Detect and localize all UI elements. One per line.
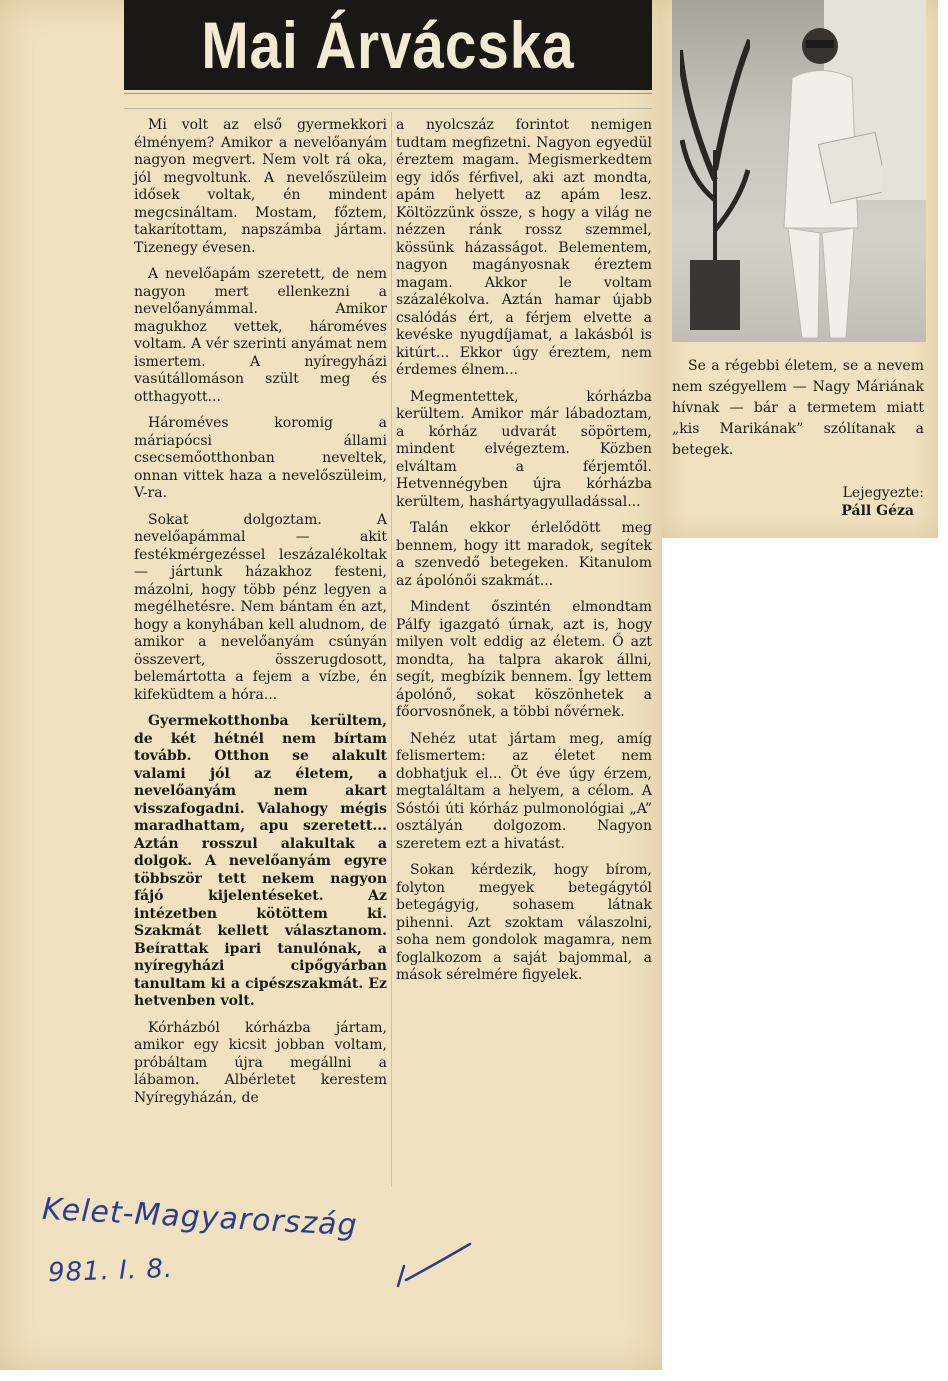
credit-label: Lejegyezte: (842, 485, 924, 501)
headline: Mai Árvácska (201, 8, 575, 82)
author-name: Páll Géza (841, 503, 914, 519)
paragraph: Megmentettek, kórházba kerültem. Amikor már lábadoztam, a kórház udvarát söpörtem, mindent elvégeztem. Közben elváltam a férjemtől. Hetvennégyben újra kórházba kerültem, hashártyagyulladással... (396, 388, 652, 510)
paragraph: Talán ekkor érlelődött meg bennem, hogy itt maradok, segítek a szenvedő betegeken. Kitanulom az ápolónői szakmát... (396, 520, 652, 589)
headline-rule (124, 93, 652, 109)
caption-text: Se a régebbi életem, se a nevem nem szégyellem — Nagy Máriának hívnak — bár a termetem miatt „kis Marikának” szólítanak a betegek. (672, 358, 924, 458)
paragraph: Gyermekotthonba kerültem, de két hétnél nem bírtam tovább. Otthon se alakult valami jól az életem, a nevelőanyám nem akart visszafogadni. Valahogy mégis maradhattam, apu szeretett... Aztán rosszul alakultak a dolgok. A nevelőanyám egyre többször tett nekem nagyon fájó kijelentéseket. Az intézetben kötöttem ki. Szakmát kellett választanom. Beírattak ipari tanulónak, a nyíregyházi cipőgyárban tanultam ki a cipészszakmát. Ez hetvenben volt. (134, 713, 387, 1009)
handwritten-source: Kelet-Magyarország (41, 1191, 359, 1244)
signature-mark (392, 1236, 476, 1292)
paragraph: Mi volt az első gyermekkori élményem? Amikor a nevelőanyám nagyon megvert. Nem volt rá oka, jól megvoltunk. A nevelőszüleim idősek voltak, én mindent megcsináltam. Mostam, főztem, takarítottam, napszámba jártam. Tizenegy évesen. (134, 117, 387, 256)
photo-caption (672, 356, 924, 461)
person-illustration (772, 18, 882, 338)
article-column-2 (396, 117, 652, 994)
article-column-1 (134, 117, 387, 1116)
paragraph: Nehéz utat jártam meg, amíg felismertem: az életet nem dobhatjuk el... Öt éve úgy érzem, megtaláltam a helyem, a célom. A Sóstói úti kórház pulmonológiai „A” osztályán dolgozom. Nagyon szeretem ezt a hivatást. (396, 730, 652, 852)
paragraph: Sokat dolgoztam. A nevelőapámmal — akit festékmérgezéssel leszázalékoltak — jártunk házakhoz festeni, mázolni, hogy több pénz legyen a megélhetésre. Nem bántam én azt, hogy a konyhában kell aludnom, de amikor a nevelőanyám csúnyán összevert, összerugdosott, belemártotta a fejem a vízbe, én kifeküdtem a hóra... (134, 511, 387, 703)
paragraph: Hároméves koromig a máriapócsi állami csecsemőotthonban neveltek, onnan vittek haza a nevelőszüleim, V-ra. (134, 415, 387, 501)
column-separator (391, 112, 392, 1187)
portrait-photo (672, 0, 926, 342)
handwritten-date: 981. I. 8. (47, 1253, 174, 1289)
headline-bar (124, 0, 652, 90)
paragraph: A nevelőapám szeretett, de nem nagyon mert ellenkezni a nevelőanyámmal. Amikor magukhoz vettek, hároméves voltam. A vér szerinti anyámat nem ismertem. A nyíregyházi vasútállomáson szült meg és otthagyott... (134, 266, 387, 405)
paragraph: Mindent őszintén elmondtam Pálfy igazgató úrnak, azt is, hogy milyen volt eddig az életem. Ő azt mondta, ha talpra akarok állni, segít, megbízik bennem. Így lettem ápolónő, sokat köszönhetek a főorvosnőnek, a többi nővérnek. (396, 599, 652, 720)
paragraph: Sokan kérdezik, hogy bírom, folyton megyek betegágytól betegágyig, sohasem látnak pihenni. Azt szoktam válaszolni, soha nem gondolok magamra, nem foglalkozom a saját bajommal, a mások sérelmére figyelek. (396, 862, 652, 983)
plant-illustration (680, 30, 750, 330)
paragraph: a nyolcszáz forintot nemigen tudtam megfizetni. Nagyon egyedül éreztem magam. Megismerkedtem egy idős férfivel, aki azt mondta, apám helyett az apám lesz. Költözzünk össze, s hogy a világ ne nézzen ránk rossz szemmel, kössünk házasságot. Belementem, nagyon magányosnak éreztem magam. Akkor le voltam százalékolva. Aztán hamar újabb csalódás ért, a férjem elvette a kevéske nyugdíjamat, a lakásból is kitúrt... Ekkor úgy éreztem, nem érdemes élnem... (396, 117, 652, 378)
paragraph: Kórházból kórházba jártam, amikor egy kicsit jobban voltam, próbáltam újra megállni a lábamon. Albérletet kerestem Nyíregyházán, de (134, 1019, 387, 1106)
